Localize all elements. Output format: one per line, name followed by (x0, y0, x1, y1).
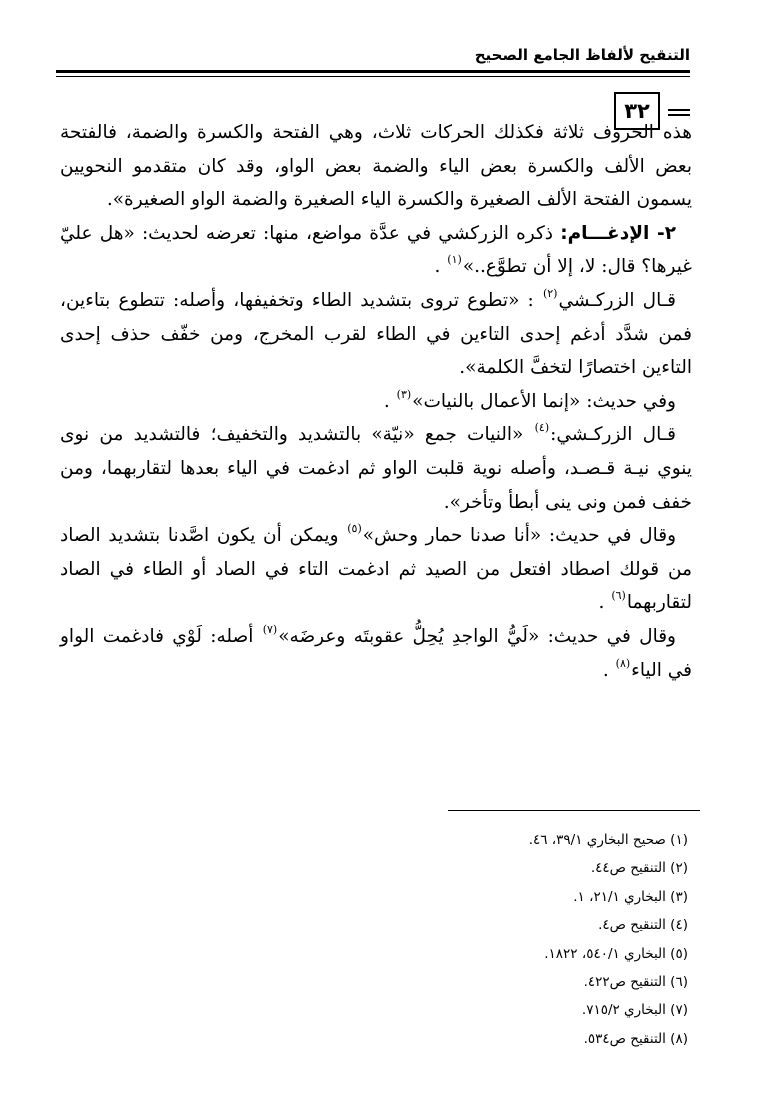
footnote-marker-1: (١) (447, 253, 462, 267)
paragraph-text: . (434, 256, 441, 278)
paragraph-text: قـال الزركـشي: (550, 424, 676, 446)
paragraph-6 (60, 519, 692, 620)
footnote-item: (٢) التنقيح ص٤٤. (590, 860, 688, 877)
footnote-item: (٥) البخاري ٥٤٠/١، ١٨٢٢. (544, 945, 688, 962)
paragraph-text: وقال في حديث: «أنا صدنا حمار وحش» (362, 525, 677, 547)
running-title: التنقيح لألفاظ الجامع الصحيح (474, 46, 690, 64)
paragraph-text: . (602, 659, 609, 681)
paragraph-7 (60, 620, 692, 687)
paragraph-idgham (60, 217, 692, 284)
footnote-item: (٧) البخاري ٧١٥/٢. (581, 1002, 688, 1019)
footnote-item: (٨) التنقيح ص٥٣٤. (583, 1030, 688, 1047)
paragraph-4 (60, 385, 692, 419)
footnote-marker-5: (٥) (347, 522, 362, 536)
footnote-marker-4: (٤) (534, 421, 550, 435)
footnote-item: (٤) التنقيح ص٤. (598, 917, 688, 934)
running-header (56, 40, 690, 123)
paragraph-3 (60, 284, 692, 385)
footnote-separator (448, 810, 700, 811)
paragraph-text: أصله: لَوْي فادغمت الواو في الياء (60, 625, 692, 681)
paragraph-text: وفي حديث: «إنما الأعمال بالنيات» (412, 390, 676, 412)
paragraph-text: . (383, 390, 390, 412)
paragraph-text: قـال الزركـشي (558, 289, 677, 311)
footnote-item: (٣) البخاري ٢١/١، ١. (573, 888, 688, 905)
page-number: ٣٢ (624, 98, 650, 123)
section-term-idgham: ٢- الإدغـــام: (560, 222, 676, 244)
paragraph-text: هذه الحروف ثلاثة فكذلك الحركات ثلاث، وهي الفتحة والكسرة والضمة، فالفتحة بعض الألف والكسرة بعض الياء والضمة بعض الواو، وقد كان متقدمو النحويين يسمون الفتحة الألف الصغيرة والكسرة الياء الصغيرة والضمة الواو الصغيرة». (60, 122, 692, 211)
header-rule-thin (56, 76, 690, 77)
footnote-marker-6: (٦) (611, 589, 626, 603)
header-rule-thick (56, 70, 690, 73)
footnote-marker-3: (٣) (396, 387, 412, 401)
footnote-item: (١) صحيح البخاري ٣٩/١، ٤٦. (528, 832, 688, 848)
paragraph-text: ويمكن أن يكون اصَّدنا بتشديد الصاد من قولك اصطاد افتعل من الصيد ثم ادغمت التاء في الصاد أو الطاء في الصاد لتقاربهما (60, 525, 692, 614)
footnotes-list (268, 826, 688, 1053)
footnote-item: (٦) التنقيح ص٤٢٢. (583, 974, 688, 991)
paragraph-5 (60, 418, 692, 519)
paragraph-text: «النيات جمع «نيّة» بالتشديد والتخفيف؛ فالتشديد من نوى ينوي نيـة قـصـد، وأصله نوية قلبت الواو ثم ادغمت في الياء بعدها لتقاربهما، ومن خفف فمن ونى ينى أبطأ وتأخر». (60, 424, 692, 513)
footnote-marker-2: (٢) (542, 286, 558, 300)
paragraph-text: . (598, 592, 605, 614)
header-double-dash (668, 109, 690, 116)
paragraph-1 (60, 116, 692, 217)
body-text (60, 116, 692, 687)
paragraph-text: وقال في حديث: «لَيُّ الواجدِ يُحِلُّ عقوبتَه وعرضَه» (278, 625, 676, 647)
paragraph-text: ذكره الزركشي في عدَّة مواضع، منها: تعرضه لحديث: «هل عليّ غيرها؟ قال: لا، إلا أن تطوَّع..» (60, 222, 692, 278)
footnote-marker-7: (٧) (262, 622, 278, 636)
footnote-marker-8: (٨) (615, 656, 631, 670)
paragraph-text: : «تطوع تروى بتشديد الطاء وتخفيفها، وأصله: تتطوع بتاءين، فمن شدَّد أدغم إحدى التاءين في الطاء لقرب المخرج، ومن خفّف حذف إحدى التاءين اختصارًا لتخفَّ الكلمة». (60, 289, 692, 379)
